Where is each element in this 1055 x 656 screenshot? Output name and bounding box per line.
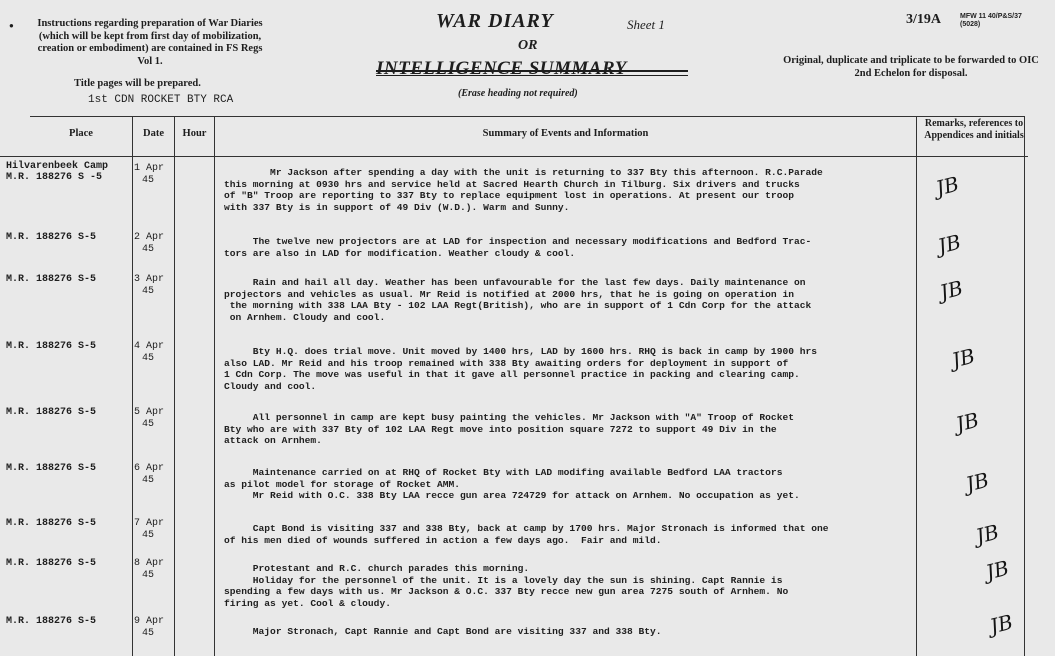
entry-date-day: 2 Apr — [134, 232, 165, 243]
entry-date-day: 6 Apr — [134, 463, 165, 474]
intelligence-summary-heading: INTELLIGENCE SUMMARY — [376, 58, 627, 79]
entry-initials: JB — [963, 467, 992, 497]
entry-date-year: 45 — [142, 286, 155, 297]
corner-mark: ● — [9, 22, 14, 31]
entry-summary: Maintenance carried on at RHQ of Rocket Bty with LAD modifing available Bedford LAA tractors as pilot model for storage of Rocket AMM. Mr Reid with O.C. 338 Bty LAA recce gun area 724729 for attack on Arnhem. No occupation as yet. — [224, 467, 800, 502]
entry-summary: Major Stronach, Capt Rannie and Capt Bond are visiting 337 and 338 Bty. — [224, 626, 662, 637]
entry-date-day: 9 Apr — [134, 616, 165, 627]
form-number: 3/19A — [906, 12, 941, 27]
entry-summary: Mr Jackson after spending a day with the unit is returning to 337 Bty this afternoon. R.C.Parade this morning at 0930 hrs and service held at Sacred Hearth Church in Tilburg. Six drivers and trucks of "B" Troop are reporting to 337 Bty to replace equipment lost in operations. At present our troop with 337 Bty is in support of 49 Div (W.D.). Warm and Sunny. — [224, 167, 823, 213]
entry-place — [6, 274, 96, 285]
entry-date-year: 45 — [142, 530, 155, 541]
entry-date-day: 4 Apr — [134, 341, 165, 352]
entry-map-reference: M.R. 188276 S-5 — [6, 616, 97, 627]
entry-place — [6, 341, 96, 352]
entry-date-year: 45 — [142, 475, 155, 486]
entry-place — [6, 463, 96, 474]
entry-date — [134, 163, 178, 187]
strikethrough-line — [376, 70, 688, 72]
entry-place — [6, 518, 96, 529]
entry-place — [6, 232, 96, 243]
entry-date — [134, 518, 178, 542]
entry-place — [6, 616, 96, 627]
entry-map-reference: M.R. 188276 S-5 — [6, 274, 97, 285]
table-top-border — [30, 116, 1024, 117]
or-text: OR — [518, 38, 538, 53]
entry-initials: JB — [937, 275, 966, 305]
column-divider-place — [132, 116, 133, 656]
entry-place — [6, 558, 96, 569]
entry-date — [134, 274, 178, 298]
instructions-note: Instructions regarding preparation of War Diaries (which will be kept from first day of mobilization, creation or embodiment) are contained in FS Regs Vol 1. — [37, 18, 263, 67]
entry-date — [134, 558, 178, 582]
entry-map-reference: M.R. 188276 S-5 — [6, 558, 97, 569]
entry-date — [134, 232, 178, 256]
entry-date-year: 45 — [142, 244, 155, 255]
column-header-place: Place — [69, 128, 93, 139]
entry-date-year: 45 — [142, 353, 155, 364]
entry-initials: JB — [953, 407, 982, 437]
entry-date-day: 1 Apr — [134, 163, 165, 174]
column-divider-hour — [214, 116, 215, 656]
column-header-remarks: Remarks, references to Appendices and initials — [924, 118, 1024, 141]
entry-initials: JB — [949, 343, 978, 373]
entry-map-reference: M.R. 188276 S-5 — [6, 518, 97, 529]
entry-summary: All personnel in camp are kept busy painting the vehicles. Mr Jackson with "A" Troop of Rocket Bty who are with 337 Bty of 102 LAA Regt move into position square 7272 to support 49 Div in the attack on Arnhem. — [224, 412, 794, 447]
entry-initials: JB — [935, 229, 964, 259]
column-header-summary: Summary of Events and Information — [482, 128, 649, 139]
entry-place-name: Hilvarenbeek Camp — [6, 161, 109, 172]
entry-place — [6, 161, 108, 183]
erase-heading-note: (Erase heading not required) — [458, 88, 578, 99]
entry-map-reference: M.R. 188276 S-5 — [6, 463, 97, 474]
entry-date-year: 45 — [142, 570, 155, 581]
entry-summary: Protestant and R.C. church parades this morning. Holiday for the personnel of the unit. It is a lovely day the sun is shining. Capt Rannie is spending a few days with us. Mr Jackson & O.C. 337 Bty recce new gun area 7275 south of Arnhem. No firing as yet. Cool & cloudy. — [224, 563, 789, 609]
entry-map-reference: M.R. 188276 S-5 — [6, 232, 97, 243]
table-right-border — [1024, 116, 1025, 656]
entry-map-reference: M.R. 188276 S -5 — [6, 172, 103, 183]
entry-summary: Capt Bond is visiting 337 and 338 Bty, back at camp by 1700 hrs. Major Stronach is informed that one of his men died of wounds suffered in action a few days ago. Fair and mild. — [224, 523, 829, 546]
entry-place — [6, 407, 96, 418]
table-header-divider — [0, 156, 1028, 157]
unit-name: 1st CDN ROCKET BTY RCA — [88, 94, 234, 106]
sheet-number-note: Sheet 1 — [627, 17, 665, 32]
column-header-date: Date — [143, 128, 164, 139]
entry-date — [134, 463, 178, 487]
entry-date-year: 45 — [142, 628, 155, 639]
entry-map-reference: M.R. 188276 S-5 — [6, 407, 97, 418]
entry-date — [134, 341, 178, 365]
diary-title: WAR DIARY — [436, 10, 554, 32]
entry-initials: JB — [973, 519, 1002, 549]
entry-summary: The twelve new projectors are at LAD for inspection and necessary modifications and Bedford Trac- tors are also in LAD for modification. Weather cloudy & cool. — [224, 236, 812, 259]
entry-initials: JB — [987, 609, 1016, 639]
entry-initials: JB — [983, 555, 1012, 585]
entry-date-day: 3 Apr — [134, 274, 165, 285]
entry-date-day: 5 Apr — [134, 407, 165, 418]
entry-map-reference: M.R. 188276 S-5 — [6, 341, 97, 352]
strikethrough-line — [376, 75, 688, 76]
entry-initials: JB — [933, 171, 962, 201]
entry-date-day: 7 Apr — [134, 518, 165, 529]
disposal-note: Original, duplicate and triplicate to be forwarded to OIC 2nd Echelon for disposal. — [783, 55, 1039, 79]
form-code: MFW 11 40/P&S/37 (5028) — [960, 13, 1022, 28]
entry-date-year: 45 — [142, 175, 155, 186]
entry-date — [134, 407, 178, 431]
entry-date-day: 8 Apr — [134, 558, 165, 569]
column-header-hour: Hour — [182, 128, 207, 139]
title-pages-note: Title pages will be prepared. — [74, 78, 201, 89]
entry-date — [134, 616, 178, 640]
entry-summary: Rain and hail all day. Weather has been unfavourable for the last few days. Daily maintenance on projectors and vehicles as usual. Mr Reid is notified at 2000 hrs, that he is going on operation in the morning with 338 LAA Bty - 102 LAA Regt(British), who are in support of 1 Cdn Corp for the attack on Arnhem. Cloudy and cool. — [224, 277, 812, 323]
entry-date-year: 45 — [142, 419, 155, 430]
entry-summary: Bty H.Q. does trial move. Unit moved by 1400 hrs, LAD by 1600 hrs. RHQ is back in camp by 1900 hrs also LAD. Mr Reid and his troop remained with 338 Bty awaiting orders for deployment in support of 1 Cdn Corp. The move was useful in that it gave all personnel practice in packing and clearing camp. Cloudy and cool. — [224, 346, 817, 392]
